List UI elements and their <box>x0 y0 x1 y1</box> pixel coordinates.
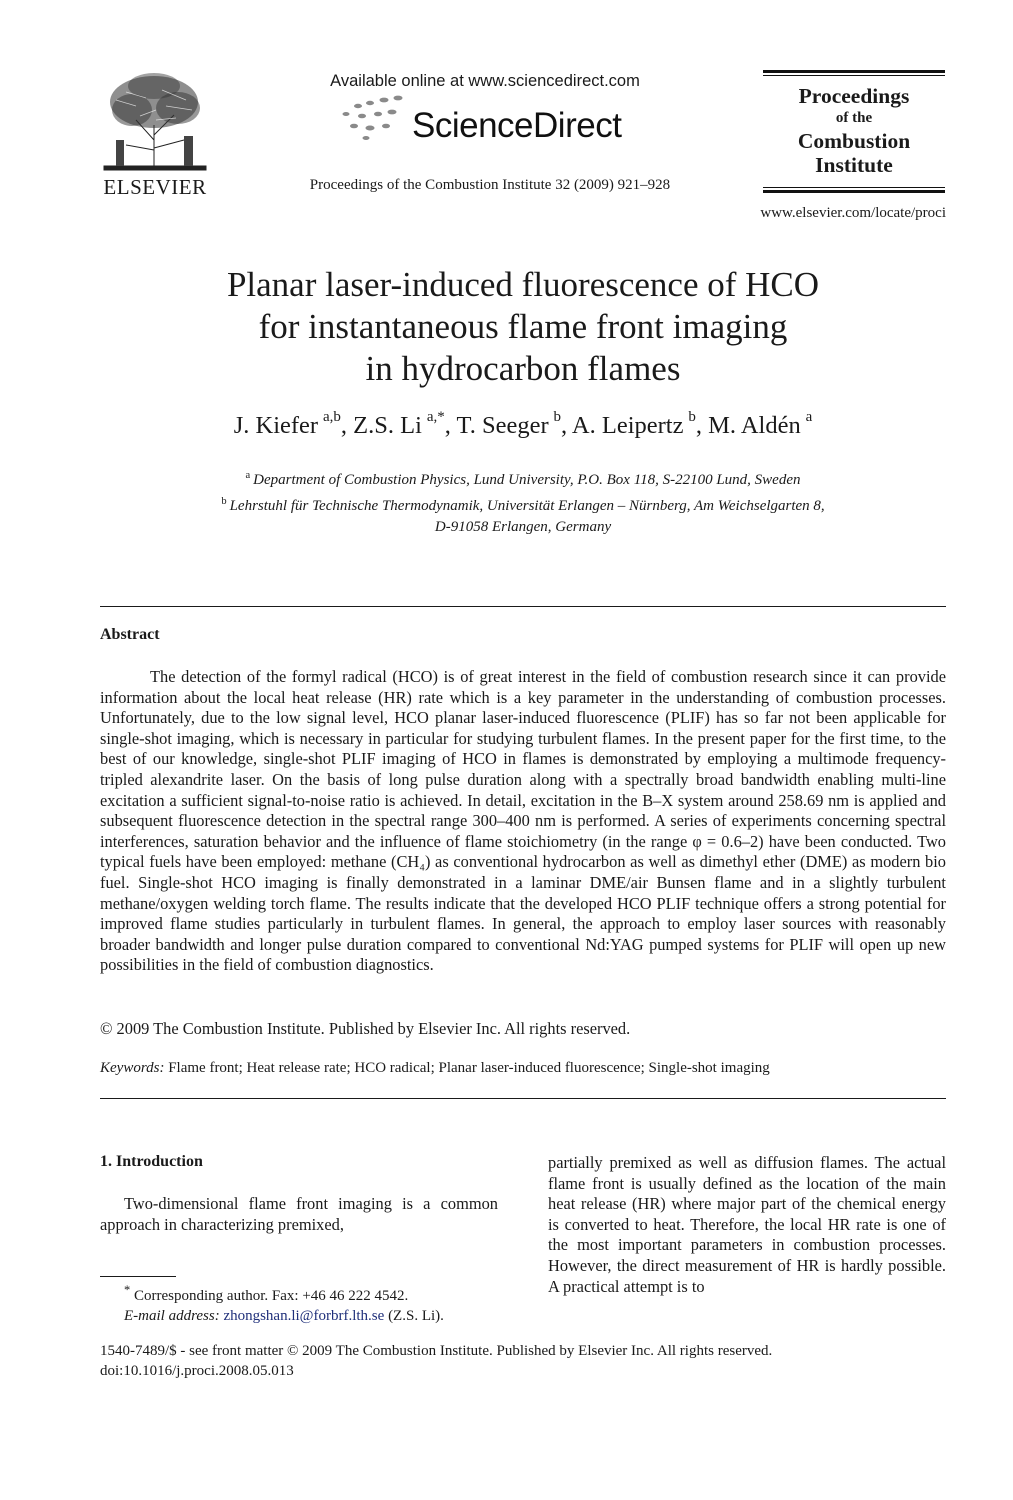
intro-paragraph-continued: partially premixed as well as diffusion flames. The actual flame front is usually defined as the location of the main heat release (HR) where major part of the chemical energy is converted to heat. Therefore, the local HR rate is one of the most important parameters in combustion processes. However, the direct measurement of HR is hardly possible. A practical attempt is to <box>548 1153 946 1296</box>
abstract-bottom-rule <box>100 1098 946 1099</box>
title-line-2: for instantaneous flame front imaging <box>258 307 788 346</box>
journal-url[interactable]: www.elsevier.com/locate/proci <box>760 205 946 221</box>
paper-title <box>100 264 946 390</box>
author-affil-mark: b <box>553 408 562 425</box>
journal-box-line4: Institute <box>815 152 893 177</box>
email-link[interactable]: zhongshan.li@forbrf.lth.se <box>223 1308 385 1324</box>
journal-title-box <box>763 70 945 194</box>
intro-column-2 <box>548 1153 946 1297</box>
front-matter-line: 1540-7489/$ - see front matter © 2009 The Combustion Institute. Published by Elsevier Inc. All rights reserved. <box>100 1343 773 1359</box>
tree-icon <box>96 70 214 175</box>
intro-column-1 <box>100 1194 498 1235</box>
box-bottom-rule <box>763 190 945 193</box>
affiliation-mark: b <box>221 496 227 507</box>
footnote-text: Corresponding author. Fax: +46 46 222 4542. <box>134 1288 409 1304</box>
abstract-top-rule <box>100 606 946 607</box>
author-name[interactable]: T. Seeger <box>456 412 549 439</box>
footnote-line-2 <box>100 1306 500 1326</box>
front-matter-meta <box>100 1341 946 1381</box>
affiliation-line <box>100 465 946 491</box>
abstract-paragraph: The detection of the formyl radical (HCO) is of great interest in the field of combustion research since it can provide information about the local heat release (HR) rate which is a key parameter in the understanding of combustion processes. Unfortunately, due to the low signal level, HCO planar laser-induced fluorescence (PLIF) has so far not been applicable for single-shot imaging, which is necessary in particular for studying turbulent flames. In the present paper for the first time, to the best of our knowledge, single-shot PLIF imaging of HCO in flames is demonstrated by employing a multimode frequency-tripled alexandrite laser. On the basis of long pulse duration along with a spectrally broad bandwidth enabling multi-line excitation a sufficient signal-to-noise ratio is achieved. In detail, excitation in the B–X system around 258.69 nm is applied and subsequent fluorescence detection in the spectral range 300–400 nm is performed. A series of experiments concerning spectral interferences, saturation behavior and the influence of flame stoichiometry (in the range φ = 0.6–2) have been conducted. Two typical fuels have been employed: methane (CH₄) as conventional hydrocarbon as well as dimethyl ether (DME) as modern bio fuel. Single-shot HCO imaging is finally demonstrated in a laminar DME/air Bunsen flame and in a slightly turbulent methane/oxygen welding torch flame. The results indicate that the developed HCO PLIF technique offers a strong potential for improved flame studies particularly in turbulent flames. In general, the approach to employ laser sources with reasonably broader bandwidth and longer pulse duration compared to conventional Nd:YAG pumped systems for PLIF will open up new possibilities in the field of combustion diagnostics. <box>100 667 946 975</box>
footnote-mark: * <box>124 1283 131 1297</box>
author-list: J. Kiefer $^{a,b}$, Z.S. Li $^{a,*}$, T. Seeger $^b$, A. Leipertz $^b$, M. Aldén $^a$ <box>233 408 813 439</box>
elsevier-wordmark: ELSEVIER <box>103 175 207 199</box>
email-suffix: (Z.S. Li). <box>388 1308 444 1324</box>
box-top-rule <box>763 70 945 73</box>
sciencedirect-wordmark: ScienceDirect <box>412 106 622 145</box>
affiliation-mark: a <box>245 470 251 481</box>
title-line-1: Planar laser-induced fluorescence of HCO <box>226 265 820 304</box>
author-name[interactable]: M. Aldén <box>708 412 801 439</box>
author-name[interactable]: Z.S. Li <box>353 412 422 439</box>
sciencedirect-dots-icon <box>340 94 410 144</box>
journal-citation: Proceedings of the Combustion Institute 32 (2009) 921–928 <box>309 177 671 193</box>
affiliations <box>100 465 946 538</box>
corresponding-author-footnote <box>100 1280 500 1326</box>
affiliation-line <box>100 517 946 538</box>
keywords-line <box>100 1060 946 1077</box>
author-name[interactable]: A. Leipertz <box>571 412 684 439</box>
journal-box-text <box>763 84 945 177</box>
footnote-line-1 <box>100 1280 500 1306</box>
author-affil-mark: b <box>688 408 696 425</box>
author-affil-mark: a,b <box>322 408 341 425</box>
abstract-copyright: © 2009 The Combustion Institute. Published by Elsevier Inc. All rights reserved. <box>100 1019 631 1038</box>
abstract-body <box>100 667 946 976</box>
title-line-3: in hydrocarbon flames <box>365 349 681 388</box>
keywords-label: Keywords: <box>100 1060 165 1076</box>
doi-line[interactable]: doi:10.1016/j.proci.2008.05.013 <box>100 1363 294 1379</box>
journal-box-line1: Proceedings <box>798 84 910 108</box>
intro-paragraph: Two-dimensional flame front imaging is a common approach in characterizing premixed, <box>100 1194 498 1234</box>
affiliation-text: Department of Combustion Physics, Lund University, P.O. Box 118, S-22100 Lund, Sweden <box>253 472 801 488</box>
email-label: E-mail address: <box>124 1308 220 1324</box>
affiliation-text: D-91058 Erlangen, Germany <box>434 519 612 535</box>
available-online-line[interactable]: Available online at www.sciencedirect.com <box>330 72 640 90</box>
footnote-rule <box>100 1276 176 1277</box>
journal-box-line2: of the <box>835 110 873 127</box>
box-top-rule-thin <box>763 75 945 76</box>
abstract-heading: Abstract <box>100 626 160 643</box>
affiliation-line <box>100 491 946 517</box>
author-affil-mark: a <box>805 408 813 425</box>
journal-box-line3: Combustion <box>797 128 911 153</box>
box-bottom-rule-thin <box>763 187 945 188</box>
keywords-text: Flame front; Heat release rate; HCO radical; Planar laser-induced fluorescence; Single-shot imaging <box>168 1060 770 1076</box>
affiliation-text: Lehrstuhl für Technische Thermodynamik, Universität Erlangen – Nürnberg, Am Weichselgarten 8, <box>229 498 825 514</box>
author-affil-mark: a,* <box>426 408 445 425</box>
section-heading-introduction: 1. Introduction <box>100 1153 203 1170</box>
author-name[interactable]: J. Kiefer <box>233 412 319 439</box>
